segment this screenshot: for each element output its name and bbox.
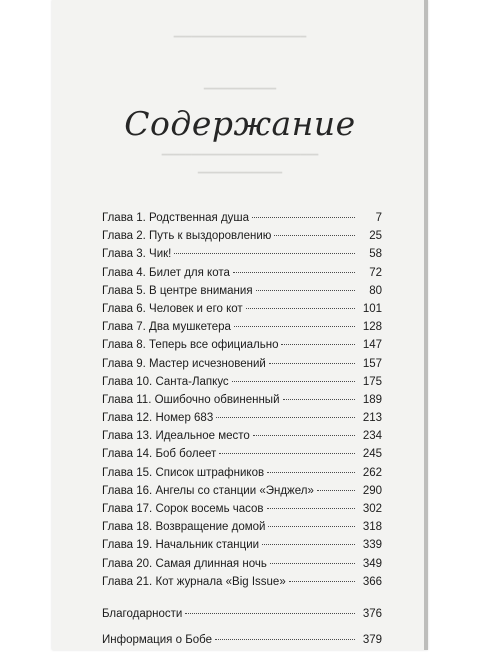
dot-leader: [185, 613, 355, 614]
dot-leader: [252, 217, 355, 218]
toc-row: [102, 376, 382, 394]
bleed-through-text: ━━━━━━━━━━━━━━━━━━━━━━━━━━: [161, 150, 319, 161]
toc-chapter-label: Глава 2. Путь к выздоровлению: [102, 230, 272, 243]
toc-page-number: 349: [362, 557, 382, 570]
toc-page-number: 101: [362, 302, 382, 315]
toc-row: [102, 394, 382, 412]
dot-leader: [283, 399, 356, 400]
toc-row: [102, 412, 382, 430]
dot-leader: [262, 544, 355, 545]
toc-row: [102, 448, 382, 466]
dot-leader: [317, 490, 355, 491]
dot-leader: [269, 363, 355, 364]
dot-leader: [234, 326, 355, 327]
toc-page-number: 175: [362, 375, 382, 388]
toc-page-number: 213: [362, 412, 382, 425]
bleed-through-text: ━━━━━━━━━━━━━━━━━━━━━━: [173, 32, 307, 43]
toc-page-number: 58: [369, 248, 382, 261]
toc-chapter-label: Глава 20. Самая длинная ночь: [102, 557, 267, 570]
toc-page-number: 80: [369, 284, 382, 297]
toc-chapter-label: Глава 18. Возвращение домой: [102, 521, 266, 534]
toc-row: [102, 539, 382, 557]
toc-page-number: 376: [362, 607, 382, 620]
dot-leader: [253, 435, 355, 436]
toc-row: [102, 558, 382, 576]
toc-row-about-bob: [102, 634, 382, 652]
toc-page-number: 234: [362, 430, 382, 443]
toc-page-number: 147: [362, 339, 382, 352]
dot-leader: [267, 472, 355, 473]
toc-row: [102, 576, 382, 594]
toc-row: [102, 467, 382, 485]
toc-page-number: 366: [362, 575, 382, 588]
toc-chapter-label: Глава 21. Кот журнала «Big Issue»: [102, 575, 286, 588]
dot-leader: [246, 308, 355, 309]
toc-page-number: 302: [362, 503, 382, 515]
dot-leader: [267, 508, 355, 509]
toc-row-acknowledgements: [102, 608, 382, 626]
toc-extra-label: Благодарности: [102, 607, 183, 620]
toc-page-number: 290: [362, 484, 382, 497]
dot-leader: [270, 563, 355, 564]
dot-leader: [232, 381, 355, 382]
dot-leader: [219, 453, 355, 454]
toc-row: [102, 230, 382, 248]
dot-leader: [216, 417, 355, 418]
toc-row: [102, 358, 382, 376]
toc-chapter-label: Глава 11. Ошибочно обвиненный: [102, 393, 280, 406]
toc-page-number: 157: [362, 357, 382, 370]
toc-page-number: 189: [362, 393, 382, 406]
toc-row: [102, 248, 382, 266]
toc-chapter-label: Глава 19. Начальник станции: [102, 539, 260, 552]
bleed-through-text: ━━━━━━━━━━━━━━: [197, 168, 283, 179]
toc-page-number: 379: [362, 634, 382, 647]
toc-chapter-label: Глава 1. Родственная душа: [102, 212, 250, 224]
toc-page-number: 318: [362, 521, 382, 534]
page-title: Содержание: [124, 104, 356, 143]
toc-page-number: 245: [362, 448, 382, 461]
toc-page-number: 72: [369, 266, 382, 279]
toc-chapter-label: Глава 6. Человек и его кот: [102, 302, 243, 315]
toc-page-number: 128: [362, 321, 382, 334]
toc-row: [102, 339, 382, 357]
toc-chapter-label: Глава 15. Список штрафников: [102, 466, 265, 479]
toc-chapter-label: Глава 5. В центре внимания: [102, 284, 253, 297]
toc-chapter-label: Глава 14. Боб болеет: [102, 448, 217, 461]
toc-extra-label: Информация о Бобе: [102, 634, 212, 647]
toc-chapter-label: Глава 13. Идеальное место: [102, 430, 250, 443]
bleed-through-text: ━━━━━━━━━━━━: [203, 84, 277, 95]
dot-leader: [215, 639, 355, 640]
toc-page-number: 339: [362, 539, 382, 552]
dot-leader: [289, 581, 355, 582]
toc-chapter-label: Глава 8. Теперь все официально: [102, 339, 279, 352]
toc-chapter-label: Глава 12. Номер 683: [102, 412, 214, 425]
toc-row: [102, 485, 382, 503]
toc-chapter-label: Глава 17. Сорок восемь часов: [102, 503, 264, 515]
toc-page-number: 262: [362, 466, 382, 479]
dot-leader: [174, 253, 355, 254]
dot-leader: [233, 272, 355, 273]
toc-chapter-label: Глава 16. Ангелы со станции «Энджел»: [102, 484, 314, 497]
toc-row: [102, 503, 382, 521]
toc-page-number: 25: [369, 230, 382, 243]
toc-chapter-label: Глава 7. Два мушкетера: [102, 321, 231, 334]
book-page: [52, 0, 428, 650]
dot-leader: [274, 235, 355, 236]
toc-chapter-label: Глава 4. Билет для кота: [102, 266, 230, 279]
toc-row: [102, 321, 382, 339]
toc-chapter-label: Глава 3. Чик!: [102, 248, 172, 261]
table-of-contents: [102, 212, 382, 652]
dot-leader: [256, 290, 355, 291]
toc-row: [102, 303, 382, 321]
toc-chapter-label: Глава 10. Санта-Лапкус: [102, 375, 229, 388]
dot-leader: [268, 526, 355, 527]
section-gap: [102, 594, 382, 608]
page-edge: [424, 0, 428, 650]
toc-row: [102, 285, 382, 303]
toc-chapter-label: Глава 9. Мастер исчезновений: [102, 357, 266, 370]
toc-row: [102, 521, 382, 539]
toc-row: [102, 212, 382, 230]
toc-page-number: 7: [375, 212, 382, 224]
toc-row: [102, 267, 382, 285]
toc-row: [102, 430, 382, 448]
dot-leader: [281, 344, 355, 345]
